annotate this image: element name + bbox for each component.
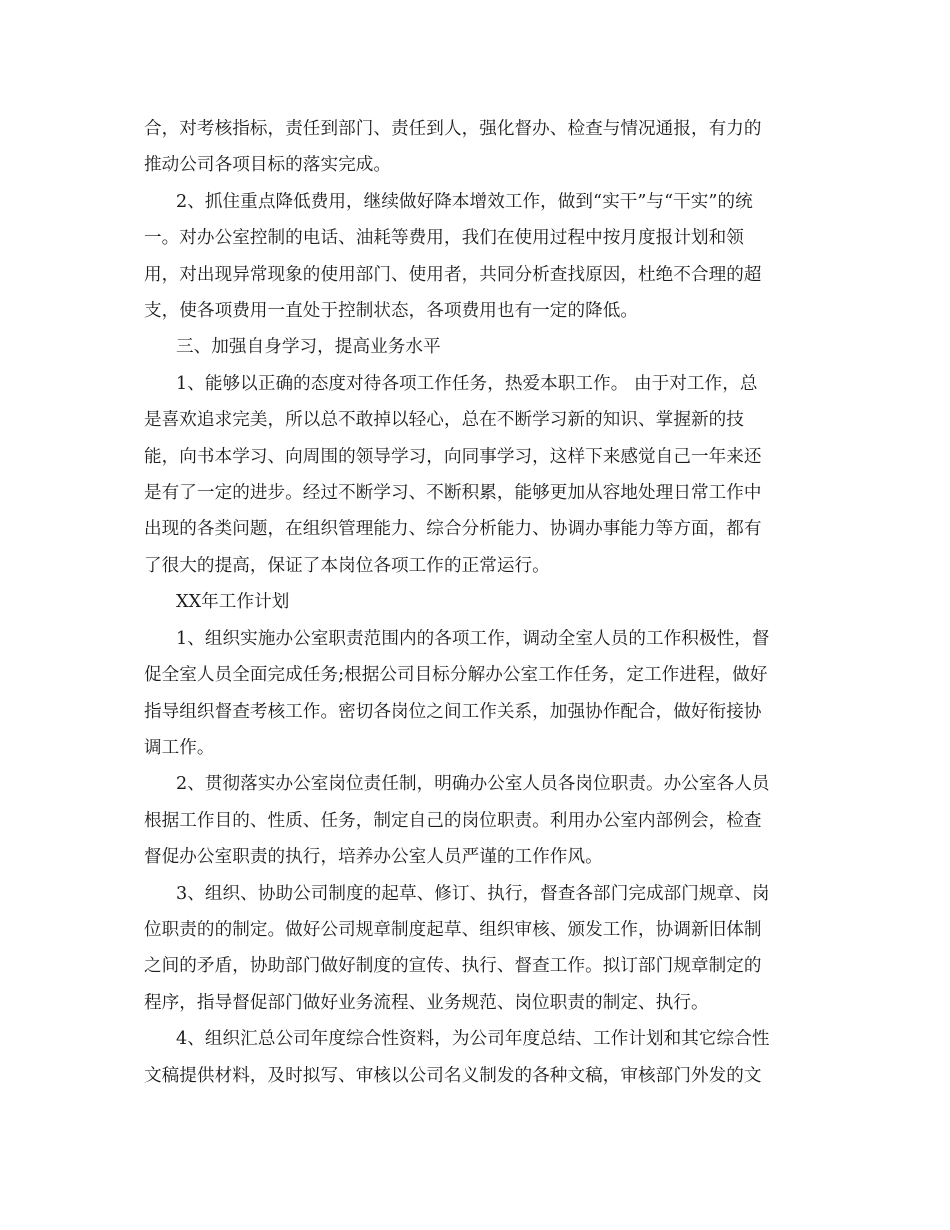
paragraph-first-line: 合，对考核指标，责任到部门、责任到人，强化督办、检查与情况通报，有力的 xyxy=(144,119,762,139)
paragraph-line: 能，向书本学习、向周围的领导学习，向同事学习，这样下来感觉自己一年来还 xyxy=(144,446,762,467)
paragraph-line: 调工作。 xyxy=(144,737,215,758)
paragraph-line: 指导组织督查考核工作。密切各岗位之间工作关系，加强协作配合，做好衔接协 xyxy=(144,701,762,722)
paragraph-first-line: 1、组织实施办公室职责范围内的各项工作，调动全室人员的工作积极性，督 xyxy=(176,628,770,649)
paragraph-line: 支，使各项费用一直处于控制状态，各项费用也有一定的降低。 xyxy=(144,301,639,322)
paragraph-line: 促全室人员全面完成任务;根据公司目标分解办公室工作任务，定工作进程，做好 xyxy=(144,665,768,686)
paragraph-first-line: 2、贯彻落实办公室岗位责任制，明确办公室人员各岗位职责。办公室各人员 xyxy=(176,774,770,795)
paragraph-first-line: XX年工作计划 xyxy=(176,592,290,613)
paragraph-line: 文稿提供材料，及时拟写、审核以公司名义制发的各种文稿，审核部门外发的文 xyxy=(144,1065,762,1086)
paragraph-first-line: 4、组织汇总公司年度综合性资料，为公司年度总结、工作计划和其它综合性 xyxy=(176,1029,770,1050)
paragraph-line: 了很大的提高，保证了本岗位各项工作的正常运行。 xyxy=(144,555,550,576)
document-body xyxy=(144,111,816,1094)
paragraph-line: 推动公司各项目标的落实完成。 xyxy=(144,155,392,176)
paragraph-first-line: 1、能够以正确的态度对待各项工作任务，热爱本职工作。 由于对工作，总 xyxy=(176,373,758,394)
paragraph-line: 程序，指导督促部门做好业务流程、业务规范、岗位职责的制定、执行。 xyxy=(144,992,709,1013)
paragraph-first-line: 三、加强自身学习，提高业务水平 xyxy=(176,337,441,358)
paragraph-line: 之间的矛盾，协助部门做好制度的宣传、执行、督查工作。拟订部门规章制定的 xyxy=(144,956,762,977)
paragraph-line: 用，对出现异常现象的使用部门、使用者，共同分析查找原因，杜绝不合理的超 xyxy=(144,264,762,285)
paragraph-line: 根据工作目的、性质、任务，制定自己的岗位职责。利用办公室内部例会，检查 xyxy=(144,810,762,831)
paragraph-line: 是有了一定的进步。经过不断学习、不断积累，能够更加从容地处理日常工作中 xyxy=(144,483,762,504)
paragraph-line: 一。对办公室控制的电话、油耗等费用，我们在使用过程中按月度报计划和领 xyxy=(144,228,744,249)
paragraph-line: 出现的各类问题，在组织管理能力、综合分析能力、协调办事能力等方面，都有 xyxy=(144,519,762,540)
paragraph-first-line: 2、抓住重点降低费用，继续做好降本增效工作，做到“实干”与“干实”的统 xyxy=(176,191,753,212)
paragraph-line: 督促办公室职责的执行，培养办公室人员严谨的工作作风。 xyxy=(144,847,603,868)
paragraph-line: 位职责的的制定。做好公司规章制度起草、组织审核、颁发工作，协调新旧体制 xyxy=(144,919,762,940)
paragraph-first-line: 3、组织、协助公司制度的起草、修订、执行，督查各部门完成部门规章、岗 xyxy=(176,883,770,904)
paragraph-line: 是喜欢追求完美，所以总不敢掉以轻心，总在不断学习新的知识、掌握新的技 xyxy=(144,410,744,431)
